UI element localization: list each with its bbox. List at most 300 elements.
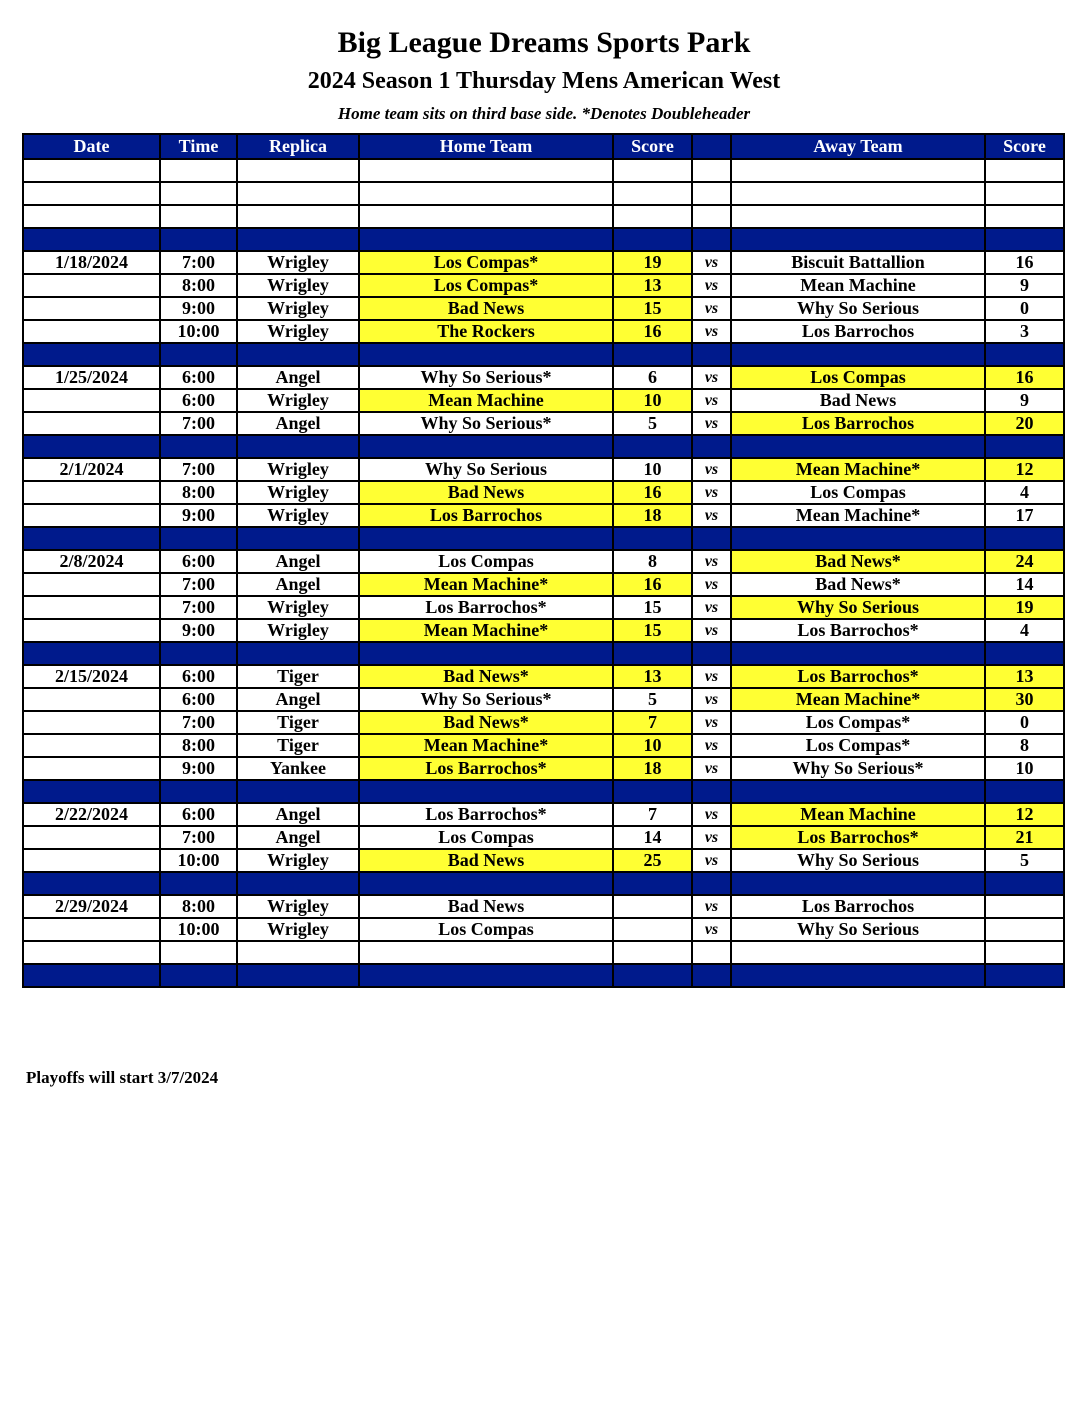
home-score-cell: 7 <box>613 711 692 734</box>
home-team-cell: Los Barrochos* <box>359 803 613 826</box>
away-team-cell: Los Compas <box>731 481 985 504</box>
home-score-cell: 6 <box>613 366 692 389</box>
empty-cell <box>237 228 359 251</box>
empty-cell <box>23 343 160 366</box>
date-cell <box>23 297 160 320</box>
vs-cell: vs <box>692 711 731 734</box>
date-cell <box>23 573 160 596</box>
date-cell <box>23 757 160 780</box>
time-cell: 6:00 <box>160 366 237 389</box>
time-cell: 8:00 <box>160 734 237 757</box>
empty-cell <box>23 205 160 228</box>
away-score-cell: 4 <box>985 481 1064 504</box>
date-cell: 2/1/2024 <box>23 458 160 481</box>
vs-cell: vs <box>692 734 731 757</box>
away-team-cell: Mean Machine* <box>731 504 985 527</box>
replica-cell: Wrigley <box>237 849 359 872</box>
vs-cell: vs <box>692 251 731 274</box>
home-score-cell: 14 <box>613 826 692 849</box>
empty-cell <box>160 228 237 251</box>
home-team-cell: Los Barrochos <box>359 504 613 527</box>
away-team-cell: Los Barrochos* <box>731 619 985 642</box>
date-cell <box>23 918 160 941</box>
table-row <box>23 619 1064 642</box>
date-cell <box>23 688 160 711</box>
home-team-cell: Mean Machine* <box>359 619 613 642</box>
separator-row <box>23 642 1064 665</box>
away-team-cell: Los Barrochos* <box>731 826 985 849</box>
empty-cell <box>613 872 692 895</box>
replica-cell: Wrigley <box>237 458 359 481</box>
home-score-cell: 16 <box>613 320 692 343</box>
empty-cell <box>160 159 237 182</box>
vs-cell: vs <box>692 757 731 780</box>
separator-row <box>23 964 1064 987</box>
empty-cell <box>985 182 1064 205</box>
home-score-cell: 19 <box>613 251 692 274</box>
empty-cell <box>23 527 160 550</box>
replica-cell: Tiger <box>237 665 359 688</box>
replica-cell: Wrigley <box>237 320 359 343</box>
empty-cell <box>731 780 985 803</box>
page-note: Home team sits on third base side. *Denotes Doubleheader <box>337 104 751 123</box>
replica-cell: Wrigley <box>237 389 359 412</box>
table-row <box>23 918 1064 941</box>
empty-cell <box>692 527 731 550</box>
away-team-cell: Bad News* <box>731 573 985 596</box>
away-team-cell: Mean Machine <box>731 274 985 297</box>
empty-cell <box>692 159 731 182</box>
col-header-away-score: Score <box>985 134 1064 159</box>
empty-cell <box>359 872 613 895</box>
table-row <box>23 366 1064 389</box>
vs-cell: vs <box>692 504 731 527</box>
replica-cell: Wrigley <box>237 504 359 527</box>
replica-cell: Angel <box>237 573 359 596</box>
table-row <box>23 849 1064 872</box>
away-score-cell <box>985 918 1064 941</box>
time-cell: 7:00 <box>160 458 237 481</box>
time-cell: 6:00 <box>160 550 237 573</box>
home-score-cell: 18 <box>613 504 692 527</box>
separator-row <box>23 435 1064 458</box>
away-score-cell: 20 <box>985 412 1064 435</box>
home-team-cell: Los Barrochos* <box>359 596 613 619</box>
home-score-cell: 10 <box>613 458 692 481</box>
home-score-cell <box>613 895 692 918</box>
blank-row <box>23 205 1064 228</box>
empty-cell <box>613 941 692 964</box>
date-cell <box>23 274 160 297</box>
empty-cell <box>359 941 613 964</box>
date-cell <box>23 504 160 527</box>
empty-cell <box>692 872 731 895</box>
empty-cell <box>692 182 731 205</box>
away-team-cell: Los Barrochos <box>731 320 985 343</box>
home-team-cell: The Rockers <box>359 320 613 343</box>
col-header-time: Time <box>160 134 237 159</box>
replica-cell: Tiger <box>237 711 359 734</box>
empty-cell <box>23 159 160 182</box>
empty-cell <box>237 159 359 182</box>
home-score-cell: 16 <box>613 481 692 504</box>
empty-cell <box>731 435 985 458</box>
schedule-table <box>22 133 1065 988</box>
empty-cell <box>985 527 1064 550</box>
empty-cell <box>731 964 985 987</box>
empty-cell <box>692 941 731 964</box>
date-cell <box>23 711 160 734</box>
table-row <box>23 389 1064 412</box>
vs-cell: vs <box>692 849 731 872</box>
away-score-cell: 16 <box>985 251 1064 274</box>
empty-cell <box>692 780 731 803</box>
date-cell <box>23 734 160 757</box>
away-score-cell: 4 <box>985 619 1064 642</box>
table-row <box>23 573 1064 596</box>
away-score-cell: 17 <box>985 504 1064 527</box>
separator-row <box>23 527 1064 550</box>
away-team-cell: Why So Serious* <box>731 757 985 780</box>
empty-cell <box>359 228 613 251</box>
empty-cell <box>237 964 359 987</box>
empty-cell <box>985 228 1064 251</box>
away-team-cell: Why So Serious <box>731 918 985 941</box>
date-cell: 2/15/2024 <box>23 665 160 688</box>
date-cell: 2/29/2024 <box>23 895 160 918</box>
empty-cell <box>237 872 359 895</box>
empty-cell <box>985 941 1064 964</box>
empty-cell <box>160 964 237 987</box>
home-score-cell: 15 <box>613 619 692 642</box>
date-cell <box>23 481 160 504</box>
replica-cell: Wrigley <box>237 251 359 274</box>
home-team-cell: Los Barrochos* <box>359 757 613 780</box>
time-cell: 10:00 <box>160 320 237 343</box>
empty-cell <box>237 941 359 964</box>
home-team-cell: Bad News* <box>359 665 613 688</box>
home-score-cell: 8 <box>613 550 692 573</box>
empty-cell <box>160 435 237 458</box>
empty-cell <box>23 780 160 803</box>
time-cell: 7:00 <box>160 251 237 274</box>
table-row <box>23 826 1064 849</box>
home-team-cell: Mean Machine* <box>359 734 613 757</box>
empty-cell <box>692 642 731 665</box>
empty-cell <box>359 182 613 205</box>
away-score-cell: 16 <box>985 366 1064 389</box>
time-cell: 6:00 <box>160 389 237 412</box>
time-cell: 6:00 <box>160 803 237 826</box>
replica-cell: Angel <box>237 826 359 849</box>
replica-cell: Wrigley <box>237 918 359 941</box>
table-row <box>23 320 1064 343</box>
col-header-replica: Replica <box>237 134 359 159</box>
empty-cell <box>359 205 613 228</box>
empty-cell <box>359 964 613 987</box>
blank-row <box>23 182 1064 205</box>
footer-note: Playoffs will start 3/7/2024 <box>26 1068 219 1087</box>
date-cell <box>23 412 160 435</box>
empty-cell <box>23 872 160 895</box>
date-cell <box>23 596 160 619</box>
vs-cell: vs <box>692 550 731 573</box>
table-row <box>23 803 1064 826</box>
empty-cell <box>613 159 692 182</box>
separator-row <box>23 228 1064 251</box>
empty-cell <box>160 941 237 964</box>
away-score-cell: 19 <box>985 596 1064 619</box>
col-header-vs <box>692 134 731 159</box>
home-team-cell: Why So Serious* <box>359 688 613 711</box>
time-cell: 7:00 <box>160 826 237 849</box>
table-row <box>23 688 1064 711</box>
empty-cell <box>613 642 692 665</box>
replica-cell: Angel <box>237 366 359 389</box>
time-cell: 10:00 <box>160 918 237 941</box>
col-header-date: Date <box>23 134 160 159</box>
empty-cell <box>613 964 692 987</box>
empty-cell <box>359 435 613 458</box>
table-row <box>23 550 1064 573</box>
replica-cell: Wrigley <box>237 895 359 918</box>
time-cell: 9:00 <box>160 619 237 642</box>
table-row <box>23 274 1064 297</box>
replica-cell: Wrigley <box>237 274 359 297</box>
vs-cell: vs <box>692 458 731 481</box>
empty-cell <box>23 941 160 964</box>
away-team-cell: Bad News* <box>731 550 985 573</box>
empty-cell <box>613 527 692 550</box>
away-team-cell: Los Compas* <box>731 711 985 734</box>
vs-cell: vs <box>692 688 731 711</box>
vs-cell: vs <box>692 297 731 320</box>
date-cell: 2/8/2024 <box>23 550 160 573</box>
empty-cell <box>985 964 1064 987</box>
col-header-home-team: Home Team <box>359 134 613 159</box>
date-cell <box>23 389 160 412</box>
empty-cell <box>985 159 1064 182</box>
away-score-cell: 21 <box>985 826 1064 849</box>
home-score-cell: 15 <box>613 596 692 619</box>
home-score-cell: 13 <box>613 274 692 297</box>
empty-cell <box>692 205 731 228</box>
blank-row <box>23 941 1064 964</box>
time-cell: 8:00 <box>160 274 237 297</box>
vs-cell: vs <box>692 573 731 596</box>
empty-cell <box>160 872 237 895</box>
away-team-cell: Los Barrochos <box>731 895 985 918</box>
replica-cell: Wrigley <box>237 297 359 320</box>
time-cell: 7:00 <box>160 412 237 435</box>
vs-cell: vs <box>692 389 731 412</box>
home-score-cell: 5 <box>613 688 692 711</box>
empty-cell <box>160 780 237 803</box>
away-score-cell: 13 <box>985 665 1064 688</box>
time-cell: 8:00 <box>160 481 237 504</box>
away-score-cell: 0 <box>985 297 1064 320</box>
empty-cell <box>237 435 359 458</box>
away-team-cell: Mean Machine* <box>731 688 985 711</box>
away-score-cell: 5 <box>985 849 1064 872</box>
vs-cell: vs <box>692 320 731 343</box>
col-header-home-score: Score <box>613 134 692 159</box>
replica-cell: Wrigley <box>237 619 359 642</box>
empty-cell <box>359 780 613 803</box>
table-row <box>23 665 1064 688</box>
empty-cell <box>160 343 237 366</box>
empty-cell <box>613 435 692 458</box>
table-header-row <box>23 134 1064 159</box>
empty-cell <box>985 872 1064 895</box>
replica-cell: Wrigley <box>237 481 359 504</box>
home-team-cell: Los Compas <box>359 826 613 849</box>
home-score-cell: 16 <box>613 573 692 596</box>
away-score-cell: 30 <box>985 688 1064 711</box>
away-score-cell: 3 <box>985 320 1064 343</box>
replica-cell: Yankee <box>237 757 359 780</box>
empty-cell <box>731 527 985 550</box>
separator-row <box>23 780 1064 803</box>
away-score-cell: 24 <box>985 550 1064 573</box>
empty-cell <box>160 205 237 228</box>
away-score-cell <box>985 895 1064 918</box>
empty-cell <box>23 182 160 205</box>
empty-cell <box>23 435 160 458</box>
date-cell: 1/18/2024 <box>23 251 160 274</box>
table-row <box>23 504 1064 527</box>
time-cell: 8:00 <box>160 895 237 918</box>
away-score-cell: 9 <box>985 389 1064 412</box>
vs-cell: vs <box>692 619 731 642</box>
vs-cell: vs <box>692 918 731 941</box>
table-row <box>23 596 1064 619</box>
empty-cell <box>359 642 613 665</box>
date-cell <box>23 619 160 642</box>
table-row <box>23 895 1064 918</box>
home-team-cell: Why So Serious* <box>359 366 613 389</box>
empty-cell <box>692 228 731 251</box>
home-team-cell: Los Compas <box>359 918 613 941</box>
away-score-cell: 9 <box>985 274 1064 297</box>
away-score-cell: 8 <box>985 734 1064 757</box>
vs-cell: vs <box>692 366 731 389</box>
date-cell: 2/22/2024 <box>23 803 160 826</box>
time-cell: 9:00 <box>160 504 237 527</box>
home-team-cell: Bad News <box>359 297 613 320</box>
empty-cell <box>23 964 160 987</box>
empty-cell <box>160 642 237 665</box>
home-score-cell: 7 <box>613 803 692 826</box>
empty-cell <box>731 941 985 964</box>
home-team-cell: Mean Machine* <box>359 573 613 596</box>
home-team-cell: Mean Machine <box>359 389 613 412</box>
empty-cell <box>731 343 985 366</box>
home-score-cell: 13 <box>613 665 692 688</box>
away-team-cell: Why So Serious <box>731 849 985 872</box>
date-cell <box>23 849 160 872</box>
empty-cell <box>613 228 692 251</box>
time-cell: 7:00 <box>160 711 237 734</box>
vs-cell: vs <box>692 412 731 435</box>
date-cell <box>23 826 160 849</box>
table-row <box>23 734 1064 757</box>
empty-cell <box>731 205 985 228</box>
away-score-cell: 0 <box>985 711 1064 734</box>
home-team-cell: Los Compas <box>359 550 613 573</box>
empty-cell <box>237 343 359 366</box>
table-row <box>23 757 1064 780</box>
home-team-cell: Bad News <box>359 895 613 918</box>
empty-cell <box>985 343 1064 366</box>
vs-cell: vs <box>692 803 731 826</box>
away-score-cell: 12 <box>985 458 1064 481</box>
page-title: Big League Dreams Sports Park <box>337 26 751 59</box>
date-cell: 1/25/2024 <box>23 366 160 389</box>
home-team-cell: Los Compas* <box>359 251 613 274</box>
time-cell: 6:00 <box>160 665 237 688</box>
vs-cell: vs <box>692 481 731 504</box>
home-score-cell: 10 <box>613 389 692 412</box>
replica-cell: Angel <box>237 550 359 573</box>
away-score-cell: 10 <box>985 757 1064 780</box>
empty-cell <box>731 159 985 182</box>
vs-cell: vs <box>692 274 731 297</box>
away-score-cell: 12 <box>985 803 1064 826</box>
empty-cell <box>613 182 692 205</box>
home-team-cell: Bad News <box>359 481 613 504</box>
time-cell: 6:00 <box>160 688 237 711</box>
empty-cell <box>160 527 237 550</box>
replica-cell: Angel <box>237 803 359 826</box>
separator-row <box>23 343 1064 366</box>
table-row <box>23 297 1064 320</box>
time-cell: 9:00 <box>160 757 237 780</box>
empty-cell <box>237 205 359 228</box>
away-team-cell: Bad News <box>731 389 985 412</box>
empty-cell <box>613 343 692 366</box>
empty-cell <box>160 182 237 205</box>
empty-cell <box>692 435 731 458</box>
empty-cell <box>985 205 1064 228</box>
empty-cell <box>23 642 160 665</box>
home-team-cell: Bad News <box>359 849 613 872</box>
empty-cell <box>359 343 613 366</box>
empty-cell <box>359 159 613 182</box>
empty-cell <box>359 527 613 550</box>
home-team-cell: Los Compas* <box>359 274 613 297</box>
separator-row <box>23 872 1064 895</box>
empty-cell <box>731 182 985 205</box>
replica-cell: Tiger <box>237 734 359 757</box>
away-team-cell: Los Barrochos* <box>731 665 985 688</box>
col-header-away-team: Away Team <box>731 134 985 159</box>
empty-cell <box>23 228 160 251</box>
time-cell: 7:00 <box>160 596 237 619</box>
home-team-cell: Bad News* <box>359 711 613 734</box>
table-row <box>23 251 1064 274</box>
vs-cell: vs <box>692 596 731 619</box>
vs-cell: vs <box>692 826 731 849</box>
time-cell: 7:00 <box>160 573 237 596</box>
empty-cell <box>731 642 985 665</box>
empty-cell <box>692 964 731 987</box>
table-row <box>23 711 1064 734</box>
away-team-cell: Why So Serious <box>731 297 985 320</box>
empty-cell <box>731 872 985 895</box>
time-cell: 9:00 <box>160 297 237 320</box>
table-row <box>23 481 1064 504</box>
